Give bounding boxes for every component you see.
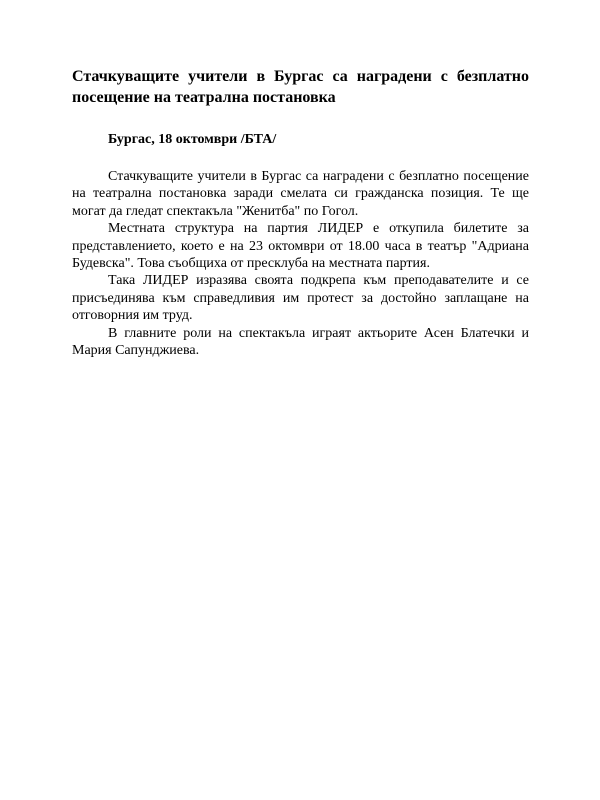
- article-paragraph: В главните роли на спектакъла играят актьорите Асен Блатечки и Мария Сапунджиева.: [72, 325, 529, 359]
- document-page: [72, 66, 529, 359]
- article-body: [72, 168, 529, 359]
- article-paragraph: Местната структура на партия ЛИДЕР е откупила билетите за представлението, което е на 23 октомври от 18.00 часа в театър "Адриана Будевска". Това съобщиха от пресклуба на местната партия.: [72, 221, 529, 272]
- article-headline: Стачкуващите учители в Бургас са наградени с безплатно посещение на театрална постановка: [72, 68, 529, 106]
- article-paragraph: Стачкуващите учители в Бургас са наградени с безплатно посещение на театрална постановка заради смелата си гражданска позиция. Те ще могат да гледат спектакъла "Женитба" по Гогол.: [72, 169, 529, 219]
- article-paragraph: Така ЛИДЕР изразява своята подкрепа към преподавателите и се присъединява към справедливия им протест за достойно заплащане на отговорния им труд.: [72, 273, 529, 324]
- article-dateline: Бургас, 18 октомври /БТА/: [108, 132, 277, 147]
